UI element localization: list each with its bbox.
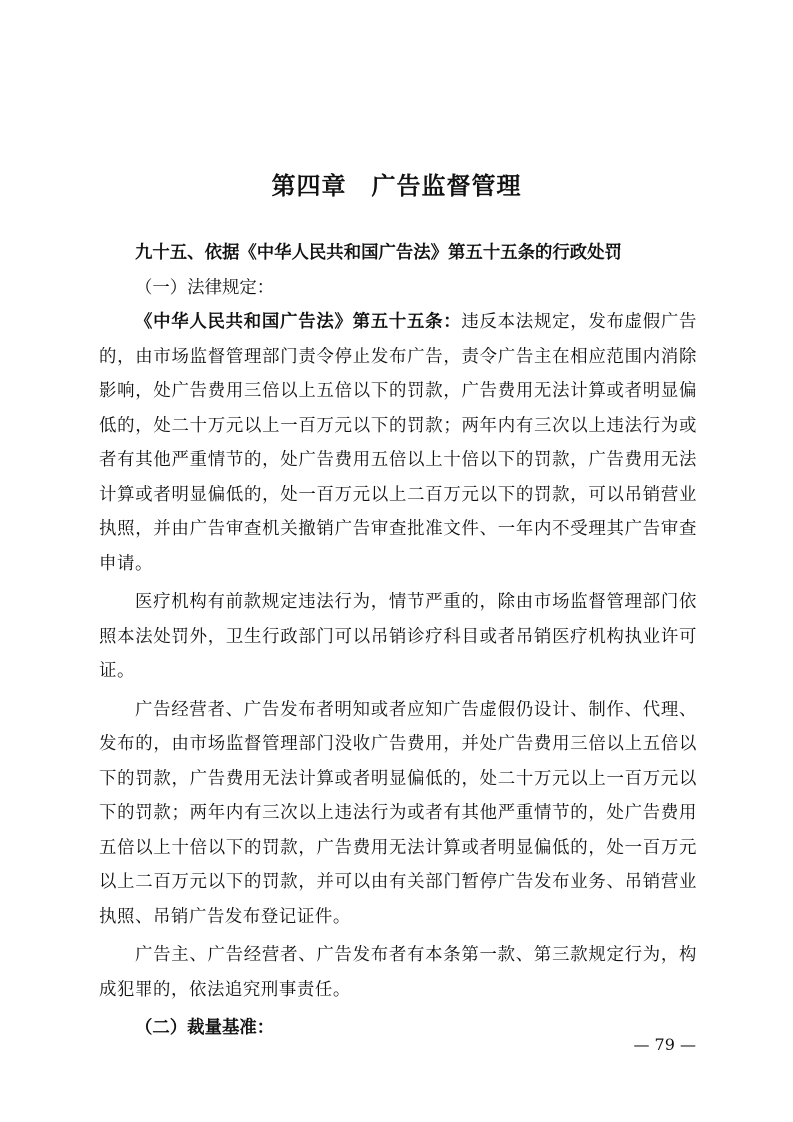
legal-provisions-heading: （一）法律规定：: [135, 277, 275, 298]
paragraph-medical-institutions: 医疗机构有前款规定违法行为，情节严重的，除由市场监督管理部门依照本法处罚外，卫生行政部门可以吊销诊疗科目或者吊销医疗机构执业许可证。: [99, 592, 697, 681]
paragraph-1-text: 违反本法规定，发布虚假广告的，由市场监督管理部门责令停止发布广告，责令广告主在相应范围内消除影响，处广告费用三倍以上五倍以下的罚款，广告费用无法计算或者明显偏低的，处二十万元以上一百万元以下的罚款；两年内有三次以上违法行为或者有其他严重情节的，处广告费用五倍以上十倍以下的罚款，广告费用无法计算或者明显偏低的，处一百万元以上二百万元以下的罚款，可以吊销营业执照，并由广告审查机关撤销广告审查批准文件、一年内不受理其广告审查申请。: [99, 312, 697, 574]
chapter-content: [99, 236, 697, 1046]
paragraph-article-55: [99, 305, 697, 581]
law-reference: 《中华人民共和国广告法》第五十五条：: [135, 312, 462, 332]
paragraph-advertising-operators: 广告经营者、广告发布者明知或者应知广告虚假仍设计、制作、代理、发布的，由市场监督管理部门没收广告费用，并处广告费用三倍以上五倍以下的罚款，广告费用无法计算或者明显偏低的，处二十万元以上一百万元以下的罚款；两年内有三次以上违法行为或者有其他严重情节的，处广告费用五倍以上十倍以下的罚款，广告费用无法计算或者明显偏低的，处一百万元以上二百万元以下的罚款，并可以由有关部门暂停广告发布业务、吊销营业执照、吊销广告发布登记证件。: [99, 699, 697, 927]
page-number: — 79 —: [633, 1035, 696, 1054]
paragraph-criminal-liability: 广告主、广告经营者、广告发布者有本条第一款、第三款规定行为，构成犯罪的，依法追究刑事责任。: [99, 945, 697, 1000]
section-heading: 九十五、依据《中华人民共和国广告法》第五十五条的行政处罚: [135, 243, 622, 263]
discretion-standard-heading: （二）裁量基准：: [135, 1018, 275, 1038]
chapter-title: 第四章 广告监督管理: [271, 172, 522, 200]
